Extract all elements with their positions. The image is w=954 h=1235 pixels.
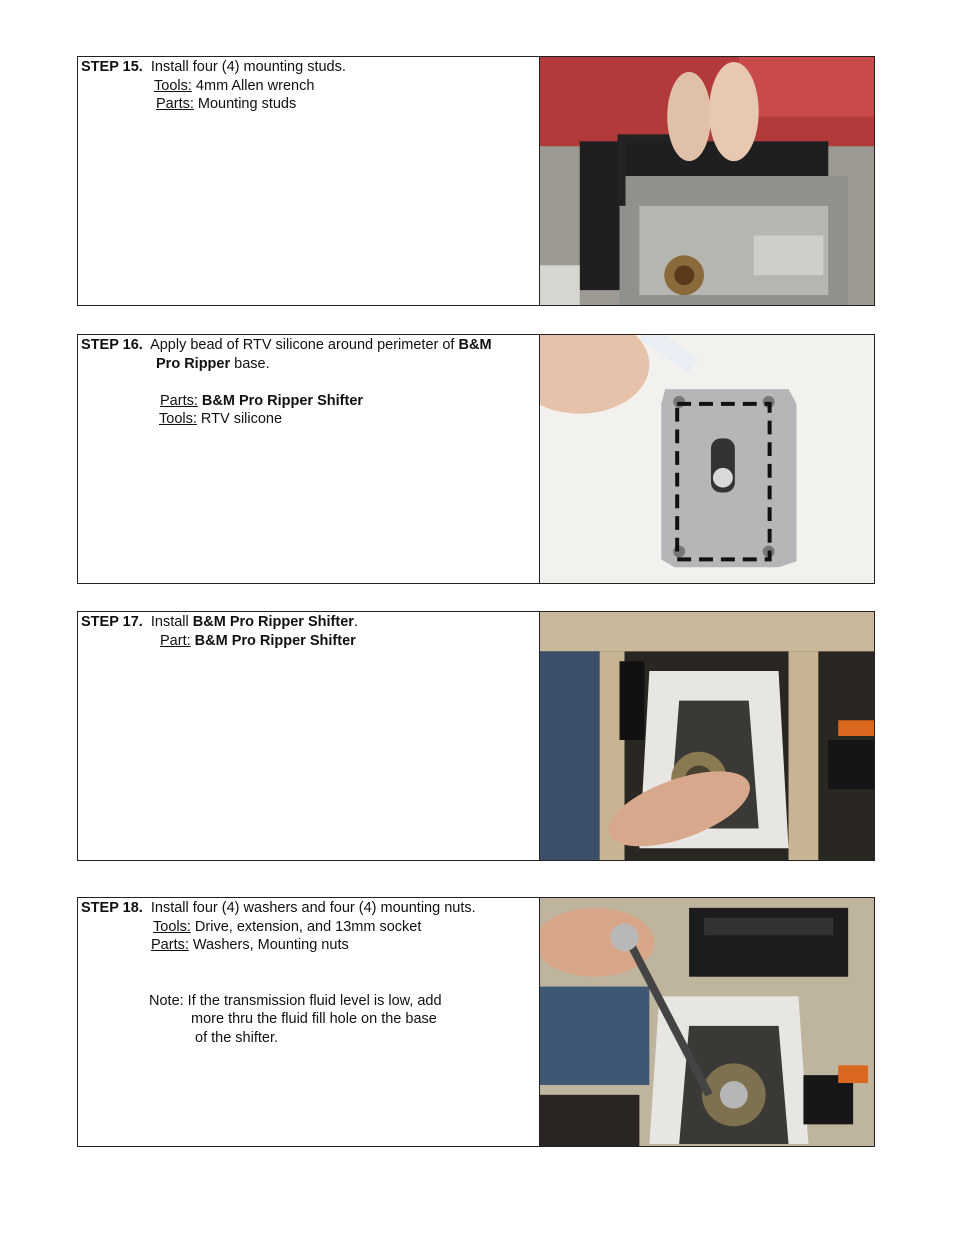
step-16-box <box>77 334 875 584</box>
note-line-1: Note: If the transmission fluid level is low, add <box>149 992 442 1009</box>
tools-label: Tools: <box>154 77 192 94</box>
part-label: Part: <box>160 632 191 649</box>
step-instruction-bold: B&M Pro Ripper Shifter <box>192 614 354 630</box>
step-instruction: Install <box>150 614 193 630</box>
note-line-3: of the shifter. <box>195 1029 279 1046</box>
step-instruction-bold: B&M <box>458 337 492 353</box>
step-18-text <box>78 898 540 1146</box>
step-title: STEP 17. <box>81 614 143 630</box>
step-instruction-2: base. <box>230 355 270 372</box>
step-title: STEP 16. <box>81 337 143 353</box>
part-value: B&M Pro Ripper Shifter <box>194 632 356 649</box>
tools-label: Tools: <box>153 918 191 935</box>
rtv-silicone-base-photo <box>540 335 874 583</box>
parts-value: Washers, Mounting nuts <box>192 937 349 953</box>
step-title: STEP 18. <box>81 900 143 916</box>
step-instruction-end: . <box>353 614 358 630</box>
step-18-box <box>77 897 875 1147</box>
step-title: STEP 15. <box>81 59 143 75</box>
parts-value: B&M Pro Ripper Shifter <box>201 392 364 409</box>
tightening-nuts-photo <box>540 898 874 1146</box>
note-line-2: more thru the fluid fill hole on the base <box>191 1011 437 1027</box>
installing-shifter-photo <box>540 612 874 860</box>
parts-value: Mounting studs <box>197 96 297 112</box>
step-instruction-bold-2: Pro Ripper <box>156 355 231 372</box>
tools-value: RTV silicone <box>200 411 283 427</box>
step-instruction: Apply bead of RTV silicone around perimeter of <box>150 337 459 353</box>
parts-label: Parts: <box>160 392 198 409</box>
parts-label: Parts: <box>156 96 194 112</box>
step-15-text <box>78 57 540 305</box>
step-instruction: Install four (4) mounting studs. <box>150 59 346 75</box>
step-instruction: Install four (4) washers and four (4) mounting nuts. <box>150 900 476 916</box>
tools-value: 4mm Allen wrench <box>195 77 315 94</box>
step-16-text <box>78 335 540 583</box>
step-15-box <box>77 56 875 306</box>
parts-label: Parts: <box>151 937 189 953</box>
step-17-text <box>78 612 540 860</box>
tools-label: Tools: <box>159 411 197 427</box>
allen-wrench-installing-studs-photo <box>540 57 874 305</box>
step-17-box <box>77 611 875 861</box>
tools-value: Drive, extension, and 13mm socket <box>194 918 422 935</box>
